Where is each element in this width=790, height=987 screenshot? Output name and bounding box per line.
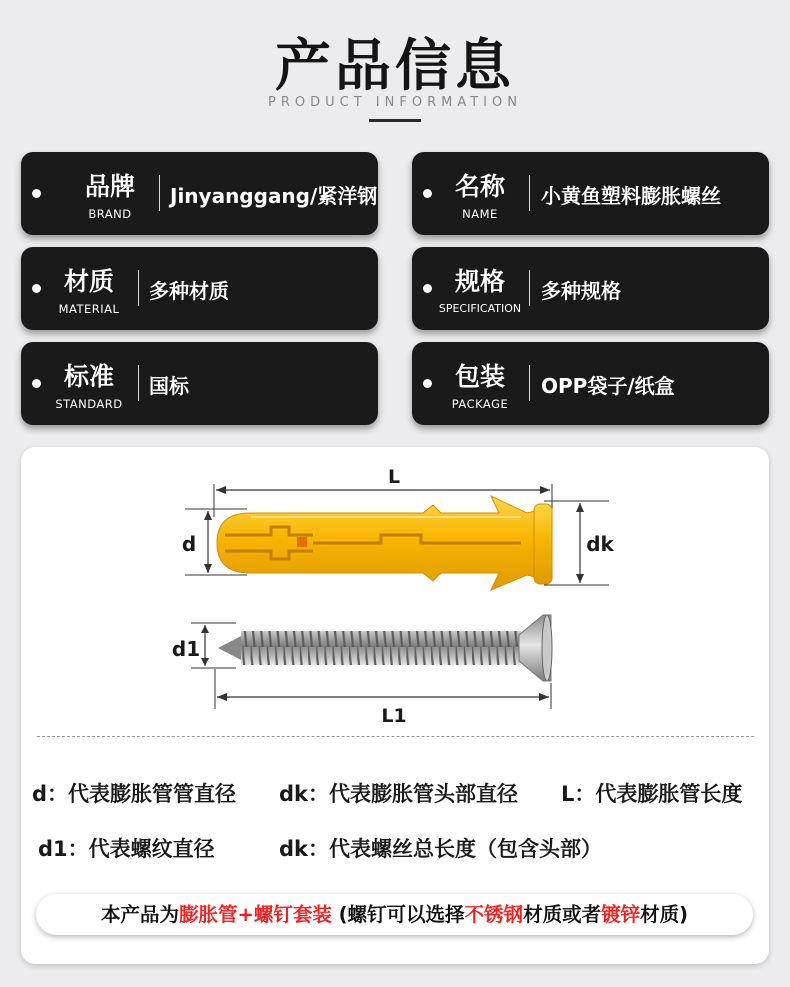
spec-card-package [412,342,769,425]
legend-dk-total: dk：代表螺丝总长度（包含头部） [279,837,602,861]
dashed-divider [37,736,754,737]
page-subtitle: PRODUCT INFORMATION [268,95,522,110]
spec-card-specification [412,247,769,330]
spec-label: 品牌 [84,172,135,201]
title-underline [369,119,421,122]
spec-card-name [412,152,769,235]
label-d1: d1 [171,637,201,661]
divider [159,175,160,211]
label-L1: L1 [381,705,407,727]
spec-value: 小黄鱼塑料膨胀螺丝 [541,184,721,208]
page-title: 产品信息 [275,34,515,99]
divider [138,270,139,306]
note-highlight: 不锈钢 [464,903,524,926]
spec-label-en: MATERIAL [58,302,120,316]
spec-label-en: BRAND [88,207,132,221]
legend-L: L：代表膨胀管长度 [561,782,743,806]
spec-card-brand [21,152,378,235]
dimension-panel [21,447,769,964]
expansion-anchor-image [217,496,552,590]
product-note [36,894,753,935]
spec-label: 包装 [454,362,505,391]
note-text: (螺钉可以选择 [331,903,465,926]
spec-value: 多种规格 [541,279,621,303]
spec-label-en: SPECIFICATION [438,302,522,315]
label-dk: dk [586,532,614,556]
label-L: L [387,466,401,488]
spec-label: 材质 [63,267,114,296]
spec-card-standard [21,342,378,425]
dimension-diagram [21,447,769,737]
spec-label-en: STANDARD [55,397,123,411]
note-highlight: 镀锌 [601,903,641,926]
spec-label: 标准 [63,362,114,391]
spec-value: 国标 [149,374,189,398]
note-highlight: 膨胀管+螺钉套装 [179,903,332,926]
spec-card-material [21,247,378,330]
spec-label: 规格 [454,267,505,296]
screw-image [218,615,552,681]
bullet-dot [32,189,41,198]
legend-d1: d1：代表螺纹直径 [38,837,215,861]
note-text: 本产品为 [100,903,179,926]
divider [529,270,530,306]
legend-d: d：代表膨胀管管直径 [32,782,237,806]
spec-label: 名称 [454,172,505,201]
spec-label-en: PACKAGE [451,397,509,411]
note-text: 材质) [640,903,689,926]
divider [138,365,139,401]
divider [529,365,530,401]
spec-value: Jinyanggang/紧洋钢 [170,184,378,208]
note-text: 材质或者 [523,903,602,926]
label-d: d [181,532,197,556]
spec-value: 多种材质 [149,279,229,303]
spec-value: OPP袋子/纸盒 [541,374,675,398]
spec-label-en: NAME [462,207,498,221]
divider [529,175,530,211]
legend-dk-head: dk：代表膨胀管头部直径 [279,782,518,806]
